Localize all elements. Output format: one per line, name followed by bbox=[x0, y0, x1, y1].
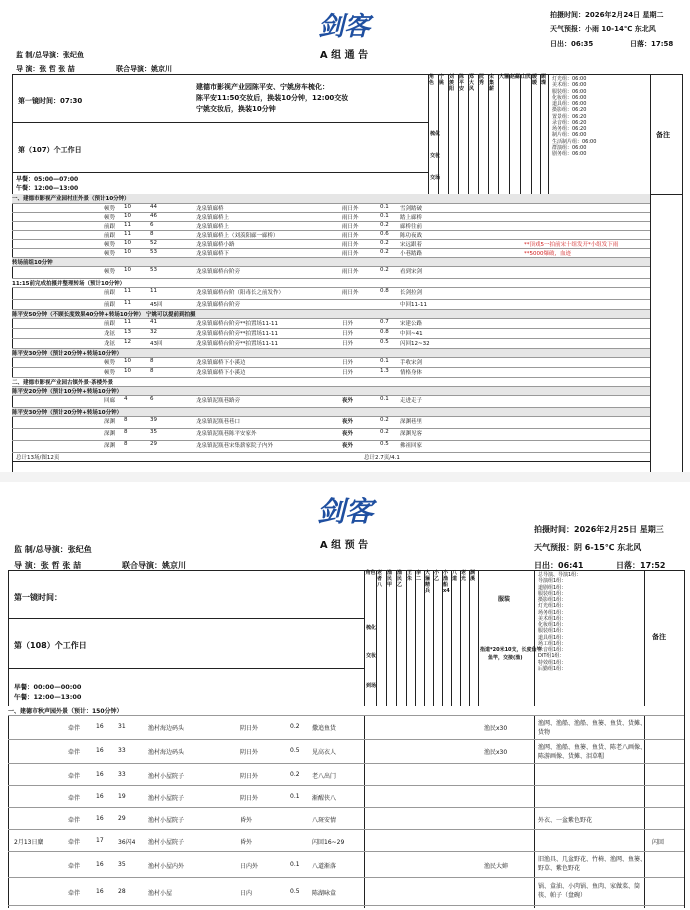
section-header: 陈平安30分钟（预计20分钟+转场10分钟） bbox=[12, 349, 650, 358]
table-row: 牵伴 16 19 渔村小屋院子 阴日外 0.1 渐醒侠八 bbox=[8, 786, 684, 808]
table-row: 牵伴 16 33 渔村海边码头 阴日外 0.5 见高衣人 渔民x30 渔网、渔船、鱼篓、鱼货、陈老八画像、陈游画像、货摊、泪草帽 bbox=[8, 740, 684, 764]
cast-columns bbox=[364, 570, 478, 706]
table-row: 牵伴 16 28 渔村小屋 日内 0.5 陈湖咏盒 锅、盒油、小肉锅、鱼肉、家做菜、筒筷、帕子（盘碗） bbox=[8, 878, 684, 906]
section-header: 11:15前完成拍摄并整理转场（预计10分钟） bbox=[12, 279, 650, 288]
logo: 剑客 bbox=[316, 495, 373, 528]
section-header: 一、建德市秋声园外景（预计：150分钟） bbox=[8, 706, 684, 716]
props-header: 服装 bbox=[498, 596, 511, 603]
notice-line: 陈平安11:50交妆后，换装10分钟，12:00交妆 bbox=[196, 94, 349, 102]
directors: 导 演：张 哲 张 喆 bbox=[16, 65, 75, 73]
cast-col: 宋集薪 bbox=[488, 74, 498, 194]
breakfast-time: 早餐：00:00—00:00 bbox=[14, 683, 82, 691]
scene-table bbox=[12, 194, 650, 472]
table-row: 顿势 10 52 龙泉镇廊桥小路 雨日外 0.2 宋远跟着 **顶戏5一拍前宋十组发开*小组发下雨 bbox=[12, 240, 650, 249]
rule bbox=[684, 570, 685, 908]
crew-arrival-list: 总导演、导演1组： 导演组1组： 道剧组1组： 服装组1组： 摄影组1组： 灯光组1组： 场务组1组： 美术组1组： 化妆组1组： 服装组1组： 道具组1组： 场工组1组： 录音组1组： DIT组1组： 特效组1组： 后勤组1组： bbox=[538, 572, 582, 672]
table-row: 深渊 8 35 龙泉镇泥瓶巷陈平安家外 夜外 0.2 深渊见客 bbox=[12, 429, 650, 441]
rule bbox=[12, 172, 428, 173]
table-row: 牵伴 16 33 渔村小屋院子 阴日外 0.2 老八出门 bbox=[8, 764, 684, 786]
rule bbox=[682, 74, 683, 472]
cast-col: 老者八 bbox=[376, 570, 386, 706]
table-row: 牵伴 16 29 渔村小屋院子 昏外 八斑安情 外衣、一盆紫色野花 bbox=[8, 808, 684, 830]
logo: 剑客 bbox=[317, 12, 370, 42]
cast-col: 老光 bbox=[460, 570, 469, 706]
lunch-time: 午餐：12:00—13:00 bbox=[16, 185, 79, 192]
section-header: 一、建德市影视产业园村庄外景（预计10分钟） bbox=[12, 194, 650, 204]
cast-col: 渔民甲 bbox=[386, 570, 396, 706]
joint-director: 联合导演：姚京川 bbox=[116, 65, 172, 73]
cast-sub: 梳化 bbox=[366, 625, 377, 631]
table-row: 回廊 4 6 龙泉镇泥瓶巷路旁 夜外 0.1 走进走子 bbox=[12, 396, 650, 408]
rule bbox=[12, 122, 428, 123]
joint-director: 联合导演：姚京川 bbox=[122, 561, 186, 570]
table-footer: 总计13场/图12页 总计2.7页/4.1 bbox=[12, 453, 650, 462]
scene-table bbox=[8, 706, 684, 908]
section-header: 转场前组10分钟 bbox=[12, 258, 650, 267]
cast-sub: 交场 bbox=[430, 175, 441, 181]
notice-line: 建德市影视产业园陈平安、宁姚房车梳化： bbox=[196, 83, 329, 91]
document-title: A 组 预 告 bbox=[319, 540, 369, 551]
rule bbox=[8, 618, 364, 619]
directors: 导 演：张 哲 张 喆 bbox=[14, 561, 82, 570]
table-row: 顿势 10 44 龙泉镇廊桥 雨日外 0.1 雪剑踏破 bbox=[12, 204, 650, 213]
cast-col: 宁姚 bbox=[438, 74, 448, 194]
table-row: 前跟 11 8 龙泉镇廊桥上（刘羡阳廊一廊桥） 雨日外 0.6 陈功夜战 bbox=[12, 231, 650, 240]
producer: 监 制/总导演：张纪鱼 bbox=[14, 545, 92, 554]
sunrise: 日出：06:41 bbox=[534, 561, 584, 570]
table-row: 深渊 8 29 龙泉镇泥瓶巷宋集薪家院子内外 夜外 0.5 佛祖回家 bbox=[12, 441, 650, 453]
rule bbox=[8, 668, 364, 669]
table-row: 顿势 10 53 龙泉镇廊桥台阶旁 雨日外 0.2 看到宋剑 bbox=[12, 267, 650, 279]
page-separator bbox=[0, 472, 690, 482]
table-row: 前跟 11 45回 龙泉镇廊桥台阶旁 中回11-11 bbox=[12, 300, 650, 310]
table-row: 2月13日麋 牵伴 17 36闪4 渔村小屋院子 昏外 闪回16~29 闪回 bbox=[8, 830, 684, 852]
rule bbox=[650, 74, 651, 472]
cast-sub: 梳化 bbox=[430, 131, 441, 137]
table-row: 顿势 10 8 龙泉镇廊桥下小溪边 日外 1.3 情格身体 bbox=[12, 368, 650, 378]
table-row: 龙铉 12 43回 龙泉镇廊桥台阶旁**拍置场11-11 日外 0.5 闪回12~32 bbox=[12, 339, 650, 349]
cast-col: 陈平安 bbox=[458, 74, 468, 194]
weather: 天气预报：阴 6-15℃ 东北风 bbox=[534, 543, 642, 552]
table-row: 顿势 10 53 龙泉镇廊桥下 雨日外 0.2 小巷踏路 **5000爆破，血迹 bbox=[12, 249, 650, 258]
table-row: 前跟 11 41 龙泉镇廊桥台阶旁**拍置场11-11 日外 0.7 宋建公路 bbox=[12, 319, 650, 329]
remark-header: 备注 bbox=[656, 131, 670, 139]
rule bbox=[12, 74, 682, 75]
sunset: 日落：17:52 bbox=[616, 561, 666, 570]
cast-col: 赵繇 bbox=[509, 74, 520, 194]
producer: 监 制/总导演：张纪鱼 bbox=[16, 51, 84, 59]
rule bbox=[548, 74, 549, 194]
cast-col: 小乙 bbox=[433, 570, 442, 706]
cast-col: 小渔船x4 bbox=[442, 570, 451, 706]
cast-col: 顾璨 bbox=[540, 74, 548, 194]
table-row: 前跟 11 6 龙泉镇廊桥上 雨日外 0.2 廊桥往前 bbox=[12, 222, 650, 231]
rule bbox=[478, 570, 479, 706]
props-note: 指道*20米10支，长度鱼竿 bbox=[480, 647, 542, 653]
crew-arrival-list: 灯光组：06:00 美术组：06:00 服装组：06:00 化妆组：06:00 道具组：06:00 摄影组：06:20 置景组：06:20 录音组：06:20 场务组：06:20 制片组：06:00 生活制片组：06:00 群演组：06:00 剧务组：06:00 bbox=[552, 76, 597, 157]
section-header: 陈平安30分钟（预计20分钟+转场10分钟） bbox=[12, 408, 650, 417]
cast-col: 阮秀 bbox=[478, 74, 488, 194]
call-sheet-a-preview bbox=[4, 482, 686, 908]
props-note: 鱼竿，交接(渔) bbox=[488, 655, 523, 661]
first-shot-time: 第一镜时间：07:30 bbox=[18, 97, 83, 105]
table-row: 前跟 11 11 龙泉镇廊桥台阶（阳毒长之前发作） 雨日外 0.8 长剑拉剑 bbox=[12, 288, 650, 300]
cast-col: 王朱 bbox=[406, 570, 415, 706]
table-row: 顿势 10 46 龙泉镇廊桥上 雨日外 0.1 踏上廊桥 bbox=[12, 213, 650, 222]
table-row: 牵伴 16 35 渔村小屋内外 日内外 0.1 八道渐落 渔民大婶 旧渔具、几盆野花、竹椅、渔网、鱼篓、野草、紫色野花 bbox=[8, 852, 684, 878]
section-header: 二、建德市影视产业园古镇外景·茶楼外景 bbox=[12, 378, 650, 387]
section-header: 陈平安20分钟（预计10分钟+转场10分钟） bbox=[12, 387, 650, 396]
cast-col: 渊溪 bbox=[469, 570, 478, 706]
first-shot-time: 第一镜时间： bbox=[14, 593, 62, 602]
cast-col: 大骊精兵 bbox=[424, 570, 433, 706]
document-title: A 组 通 告 bbox=[319, 50, 369, 61]
cast-col: 刘羡阳 bbox=[448, 74, 458, 194]
shoot-date: 拍摄时间：2026年2月24日 星期二 bbox=[550, 11, 664, 19]
cast-col: 大骊 bbox=[498, 74, 509, 194]
notice-line: 宁姚交妆后，换装10分钟 bbox=[196, 105, 276, 113]
cast-col: 郑大风 bbox=[468, 74, 478, 194]
cast-col: 八道 bbox=[451, 570, 460, 706]
work-day: 第（107）个工作日 bbox=[18, 146, 82, 154]
shoot-date: 拍摄时间：2026年2月25日 星期三 bbox=[534, 525, 664, 534]
rule bbox=[8, 570, 684, 571]
cast-col: 暖暖 bbox=[531, 74, 540, 194]
cast-sub: 交妆 bbox=[430, 153, 441, 159]
work-day: 第（108）个工作日 bbox=[14, 641, 87, 650]
remark-header: 备注 bbox=[652, 633, 666, 641]
lunch-time: 午餐：12:00—13:00 bbox=[14, 693, 82, 701]
cast-sub: 交妆 bbox=[366, 653, 377, 659]
cast-sub: 到场 bbox=[366, 683, 377, 689]
table-row: 顿势 10 8 龙泉镇廊桥下小溪边 日外 0.1 手收宋剑 bbox=[12, 358, 650, 368]
cast-col: 角色 bbox=[364, 570, 376, 706]
cast-col: 角色 bbox=[428, 74, 438, 194]
table-row: 牵伴 16 31 渔村海边码头 阴日外 0.2 撒追鱼货 渔民x30 渔网、渔船、渔船、鱼篓、鱼货、货摊、货物 bbox=[8, 716, 684, 740]
table-row: 深渊 8 39 龙泉镇泥瓶巷巷口 夜外 0.2 深渊巷里 bbox=[12, 417, 650, 429]
breakfast-time: 早餐：05:00—07:00 bbox=[16, 176, 79, 183]
table-row: 龙铉 13 32 龙泉镇廊桥台阶旁**拍置场11-11 日外 0.8 中回~41 bbox=[12, 329, 650, 339]
cast-col: 李二 bbox=[415, 570, 424, 706]
weather: 天气预报：小雨 10-14℃ 东北风 bbox=[550, 25, 656, 33]
cast-col: 渔民乙 bbox=[396, 570, 406, 706]
sunset: 日落：17:58 bbox=[630, 40, 674, 48]
call-sheet-a-notice bbox=[4, 2, 686, 472]
cast-col: 山民 bbox=[520, 74, 531, 194]
cast-columns bbox=[428, 74, 548, 194]
section-header: 陈平安50分钟（不顾长度效果40分钟+转场10分钟） 宁姚可以提前到拍摄 bbox=[12, 310, 650, 319]
sunrise: 日出：06:35 bbox=[550, 40, 594, 48]
